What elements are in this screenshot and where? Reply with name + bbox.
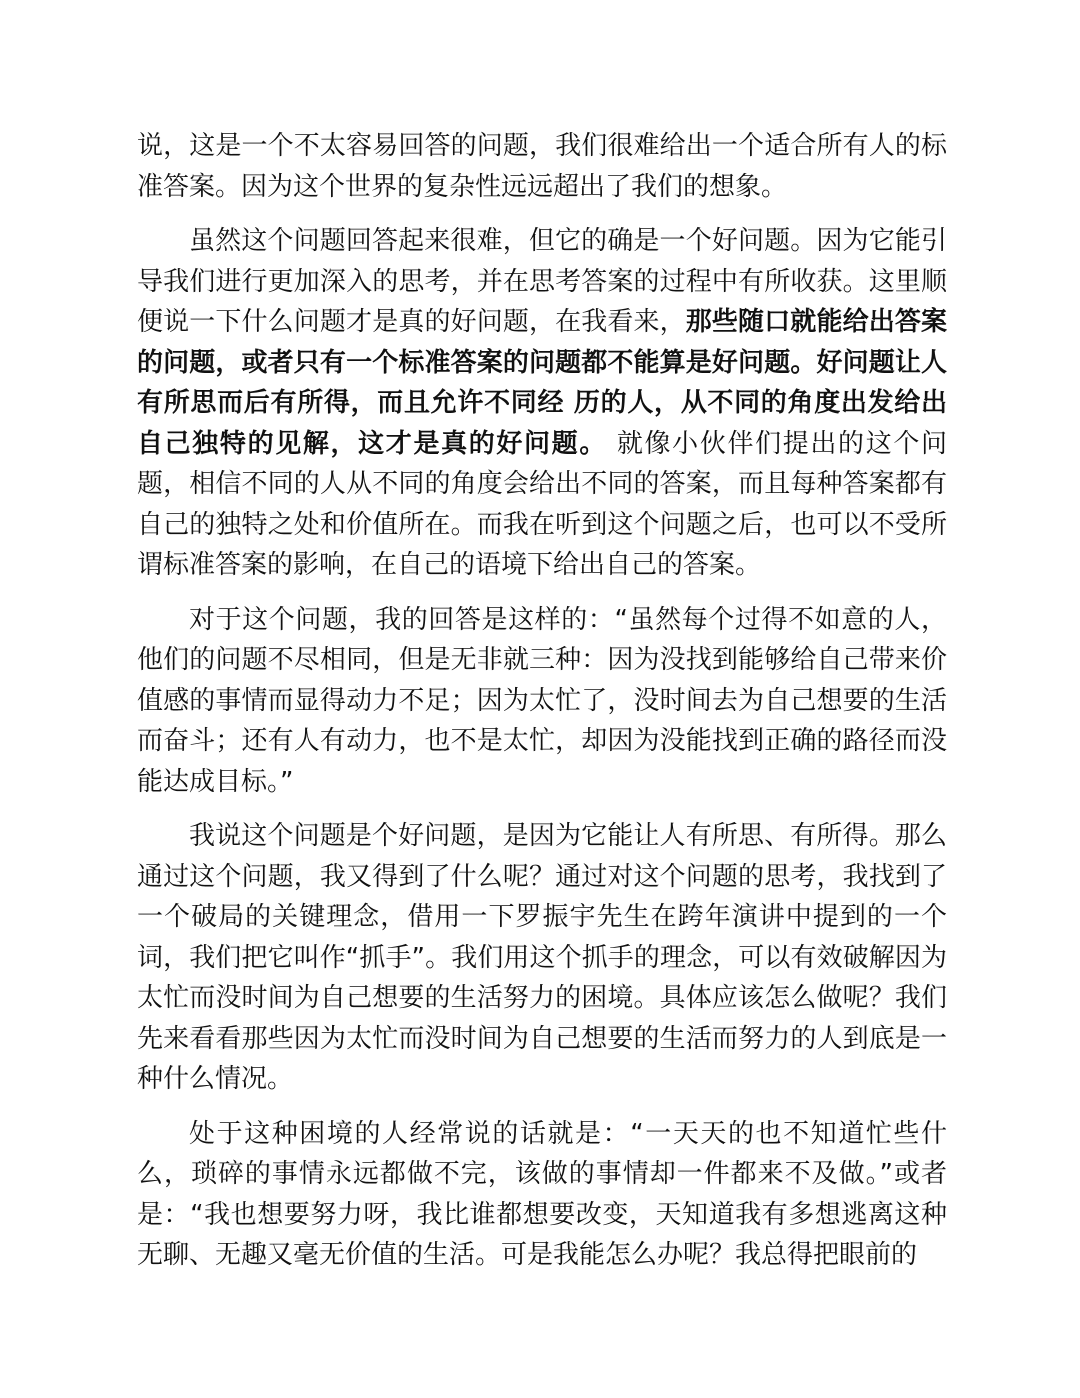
paragraph-2-bold-text: 那些随口就能给出答案的问题，或者只有一个标准答案的问题都不能算是好问题。好问题让人有所思而后有所得，而且允许不同经 历的人，从不同的角度出发给出自己独特的见解，这才是真的好问题。 (137, 307, 947, 459)
paragraph-1: 说，这是一个不太容易回答的问题，我们很难给出一个适合所有人的标准答案。因为这个世界的复杂性远远超出了我们的想象。 (137, 131, 947, 202)
paragraph-2 (137, 221, 947, 586)
paragraph-2-text-a: 虽然这个问题回答起来很难，但它的确是一个好问题。因为它能引导我们进行更加深入的思考，并在思考答案的过程中有所收获。这里顺便说一下什么问题才是真的好问题，在我看来， (137, 226, 947, 337)
paragraph-3: 对于这个问题，我的回答是这样的：“虽然每个过得不如意的人，他们的问题不尽相同，但是无非就三种：因为没找到能够给自己带来价值感的事情而显得动力不足；因为太忙了，没时间去为自己想要的生活而奋斗；还有人有动力，也不是太忙，却因为没能找到正确的路径而没能达成目标。” (137, 604, 947, 797)
paragraph-4: 我说这个问题是个好问题，是因为它能让人有所思、有所得。那么通过这个问题，我又得到了什么呢？通过对这个问题的思考，我找到了一个破局的关键理念，借用一下罗振宇先生在跨年演讲中提到的一个词，我们把它叫作“抓手”。我们用这个抓手的理念，可以有效破解因为太忙而没时间为自己想要的生活努力的困境。具体应该怎么做呢？我们先来看看那些因为太忙而没时间为自己想要的生活而努力的人到底是一种什么情况。 (137, 821, 947, 1094)
paragraph-2-text-b: 就像小伙伴们提出的这个问题，相信不同的人从不同的角度会给出不同的答案，而且每种答案都有自己的独特之处和价值所在。而我在听到这个问题之后，也可以不受所谓标准答案的影响，在自己的语境下给出自己的答案。 (137, 428, 947, 580)
paragraph-5: 处于这种困境的人经常说的话就是：“一天天的也不知道忙些什么，琐碎的事情永远都做不完，该做的事情却一件都来不及做。”或者是：“我也想要努力呀，我比谁都想要改变，天知道我有多想逃离这种无聊、无趣又毫无价值的生活。可是我能怎么办呢？我总得把眼前的 (137, 1118, 947, 1270)
document-page (137, 126, 947, 1290)
